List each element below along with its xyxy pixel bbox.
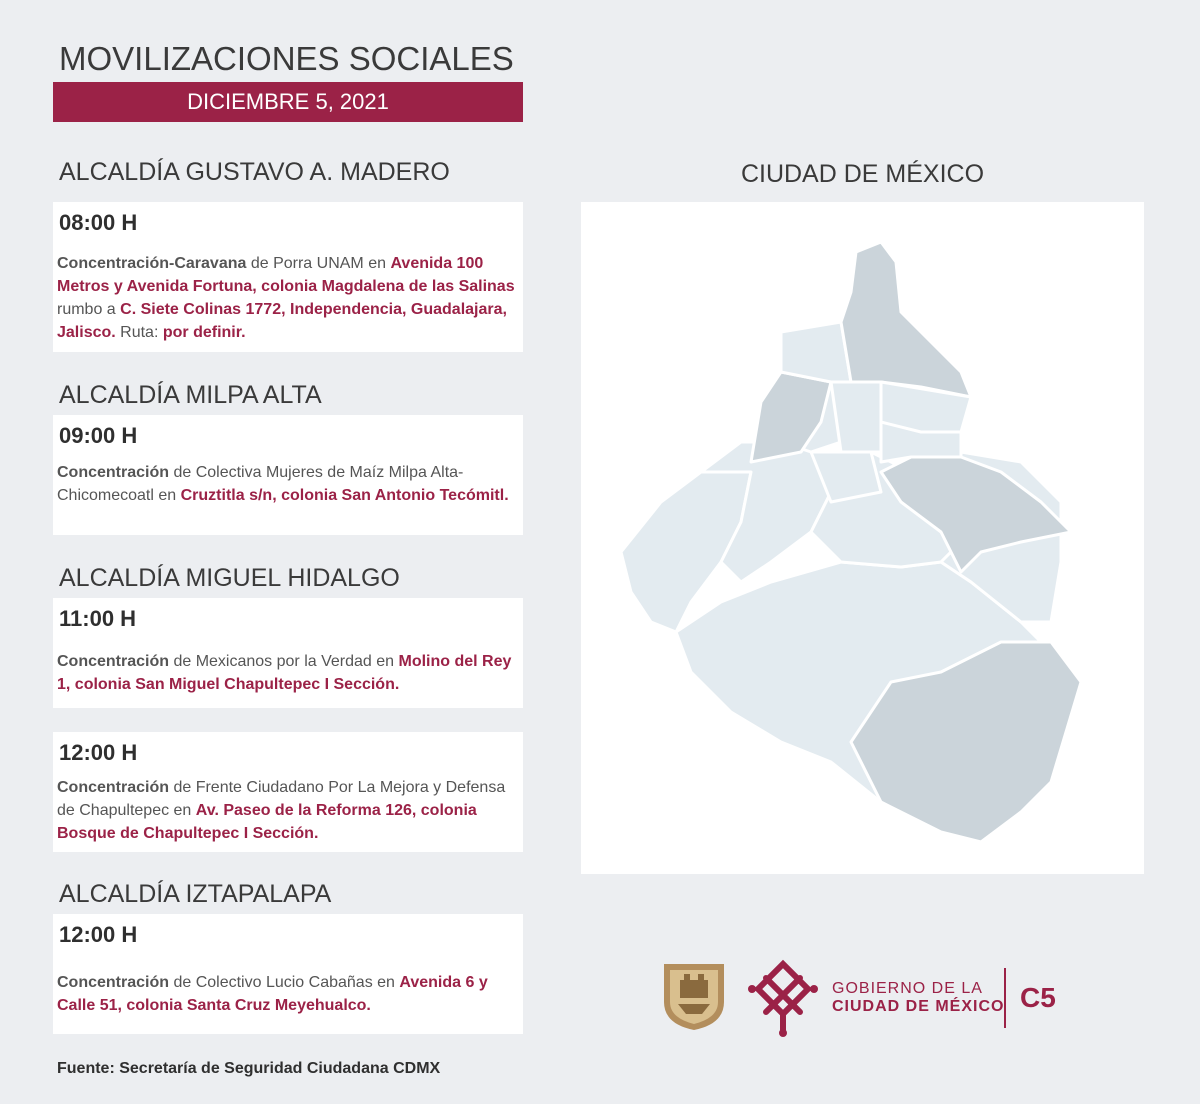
- c5-logo: C5: [1020, 982, 1056, 1013]
- description-segment: Molino del Rey 1, colonia San Miguel Chapultepec I Sección.: [57, 653, 512, 693]
- logo-divider: [1004, 968, 1006, 1028]
- event-card: [53, 415, 523, 535]
- description-segment: Ruta:: [115, 324, 163, 341]
- description-segment: de Porra UNAM en: [246, 255, 391, 272]
- section-heading-gustavo-a-madero: ALCALDÍA GUSTAVO A. MADERO: [59, 158, 450, 186]
- event-description: [57, 461, 521, 507]
- description-segment: Cruztitla s/n, colonia San Antonio Tecómitl.: [180, 487, 509, 504]
- map-region-gam: [841, 242, 971, 397]
- description-segment: Avenida 6 y Calle 51, colonia Santa Cruz Meyehualco.: [57, 974, 488, 1014]
- cdmx-map: [581, 202, 1144, 874]
- date-banner: DICIEMBRE 5, 2021: [53, 82, 523, 122]
- logos-area: [662, 958, 1082, 1038]
- page-title: MOVILIZACIONES SOCIALES: [59, 40, 514, 77]
- event-card: [53, 732, 523, 852]
- description-segment: Av. Paseo de la Reforma 126, colonia Bosque de Chapultepec I Sección.: [57, 802, 477, 842]
- description-segment: Concentración: [57, 779, 170, 796]
- description-segment: rumbo a: [57, 301, 121, 318]
- description-segment: de Colectiva Mujeres de Maíz Milpa Alta-Chicomecoatl en: [57, 464, 464, 504]
- event-description: [57, 971, 521, 1017]
- event-time: 08:00 H: [59, 210, 138, 235]
- event-time: 12:00 H: [59, 740, 138, 765]
- source-note: Fuente: Secretaría de Seguridad Ciudadana CDMX: [57, 1060, 441, 1077]
- government-name-line-1: GOBIERNO DE LA: [832, 980, 983, 997]
- section-heading-milpa-alta: ALCALDÍA MILPA ALTA: [59, 381, 322, 409]
- event-description: [57, 776, 521, 845]
- description-segment: de Frente Ciudadano Por La Mejora y Defensa de Chapultepec en: [57, 779, 506, 819]
- map-region-north-light: [781, 322, 851, 382]
- description-segment: por definir.: [162, 324, 246, 341]
- description-segment: de Colectivo Lucio Cabañas en: [169, 974, 400, 991]
- description-segment: C. Siete Colinas 1772, Independencia, Guadalajara, Jalisco.: [57, 301, 507, 341]
- event-time: 12:00 H: [59, 922, 138, 947]
- event-card: [53, 914, 523, 1034]
- description-segment: Avenida 100 Metros y Avenida Fortuna, colonia Magdalena de las Salinas: [57, 255, 515, 295]
- map-panel: [581, 202, 1144, 874]
- description-segment: Concentración: [57, 974, 170, 991]
- event-description: [57, 252, 521, 344]
- event-time: 11:00 H: [59, 606, 137, 631]
- description-segment: de Mexicanos por la Verdad en: [169, 653, 399, 670]
- description-segment: Concentración: [57, 653, 170, 670]
- description-segment: Concentración-Caravana: [57, 255, 247, 272]
- event-card: [53, 598, 523, 708]
- map-title: CIUDAD DE MÉXICO: [740, 160, 985, 188]
- section-heading-miguel-hidalgo: ALCALDÍA MIGUEL HIDALGO: [59, 564, 400, 592]
- event-description: [57, 650, 521, 696]
- description-segment: Concentración: [57, 464, 170, 481]
- cdmx-knot-icon: [746, 958, 820, 1038]
- event-time: 09:00 H: [59, 423, 138, 448]
- shield-icon: [662, 962, 726, 1032]
- event-card: [53, 202, 523, 352]
- government-name-line-2: CIUDAD DE MÉXICO: [832, 998, 1005, 1015]
- section-heading-iztapalapa: ALCALDÍA IZTAPALAPA: [59, 880, 332, 908]
- government-name: [832, 980, 1004, 1016]
